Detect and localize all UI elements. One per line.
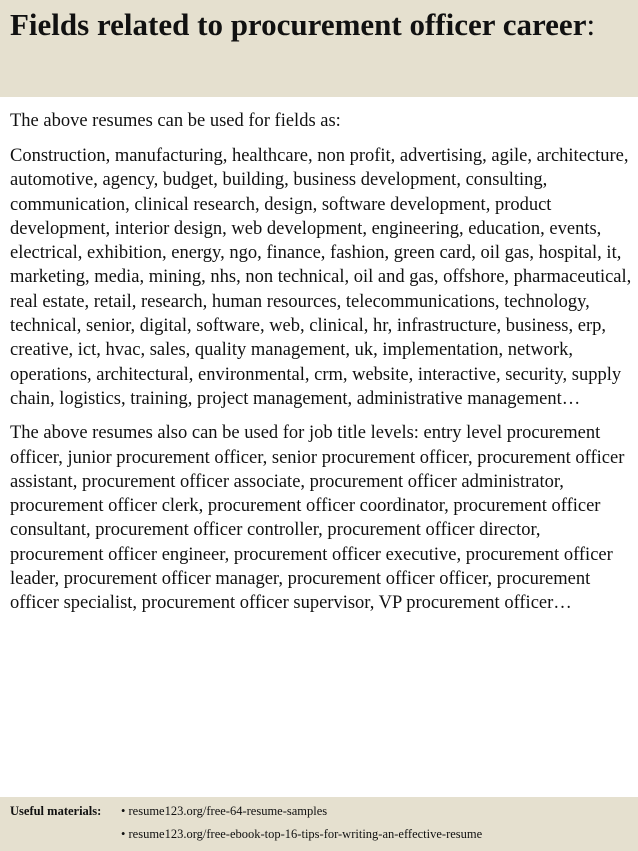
slide-title [10, 6, 628, 43]
title-text: Fields related to procurement officer career [10, 7, 587, 42]
slide-body [10, 108, 632, 616]
title-colon: : [586, 7, 596, 42]
fields-paragraph: Construction, manufacturing, healthcare, non profit, advertising, agile, architecture, automotive, agency, budget, building, business development, consulting, communication, clinical research, design, software development, product development, interior design, web development, engineering, education, events, electrical, exhibition, energy, ngo, finance, fashion, green card, oil gas, hospital, it, marketing, media, mining, nhs, non technical, oil and gas, offshore, pharmaceutical, real estate, retail, research, human resources, telecommunications, technology, technical, senior, digital, software, web, clinical, hr, infrastructure, business, erp, creative, ict, hvac, sales, quality management, uk, implementation, network, operations, architectural, environmental, crm, website, interactive, security, supply chain, logistics, training, project management, administrative management… [10, 146, 632, 409]
slide-footer [0, 797, 638, 851]
job-levels-paragraph: The above resumes also can be used for job title levels: entry level procurement officer, junior procurement officer, senior procurement officer, procurement officer assistant, procurement officer associate, procurement officer administrator, procurement officer clerk, procurement officer coordinator, procurement officer consultant, procurement officer controller, procurement officer director, procurement officer engineer, procurement officer executive, procurement officer leader, procurement officer manager, procurement officer officer, procurement officer specialist, procurement officer supervisor, VP procurement officer… [10, 423, 625, 614]
useful-materials-label: Useful materials: [10, 804, 102, 818]
resource-link-ebook-tips[interactable]: • resume123.org/free-ebook-top-16-tips-for-writing-an-effective-resume [121, 827, 483, 841]
intro-text: The above resumes can be used for fields as: [10, 111, 341, 131]
slide-header [0, 0, 638, 97]
resource-link-resume-samples[interactable]: • resume123.org/free-64-resume-samples [121, 804, 328, 818]
